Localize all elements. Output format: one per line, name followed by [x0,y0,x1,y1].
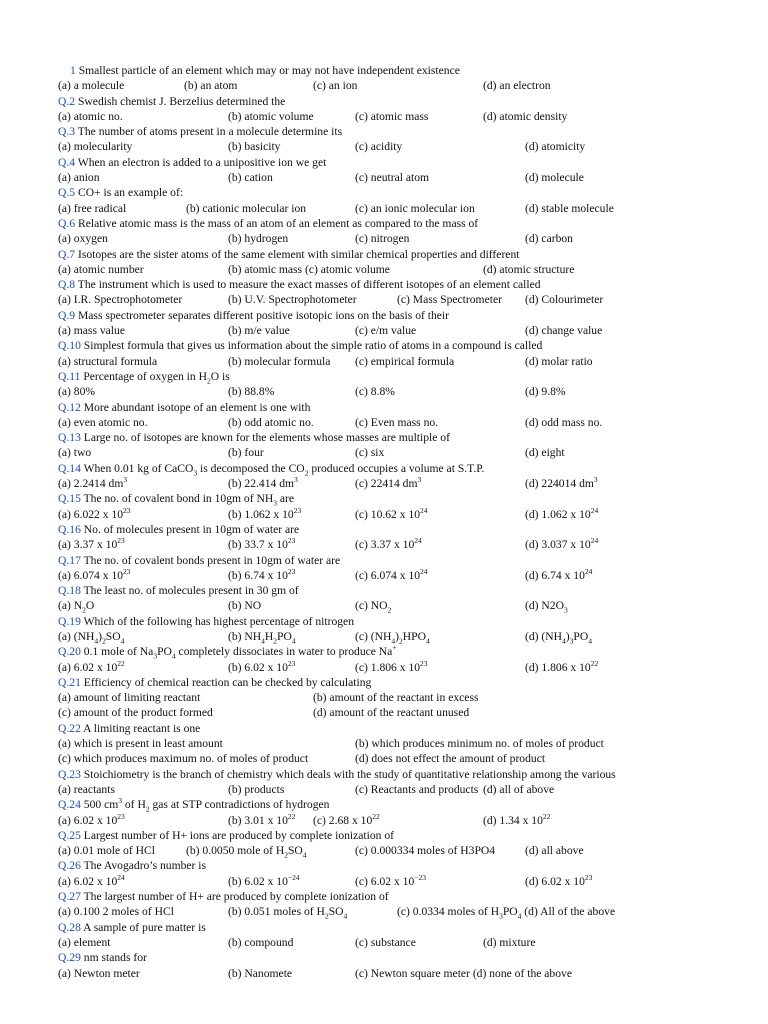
question-number: 1 [70,64,76,77]
answer-option: (a) 6.02 x $10^{22}$ [58,658,125,674]
question-block [58,94,758,125]
question-text: Largest number of H+ ions are produced by complete ionization of [80,828,395,842]
answer-option: (d) molar ratio [525,354,593,368]
question-line [58,124,758,139]
question-line [58,889,758,904]
answer-option: (a) molecularity [58,140,133,154]
question-line [58,369,758,384]
options-row [58,598,758,613]
question-block [58,277,758,308]
question-text: nm stands for [80,951,147,965]
answer-option: (b) hydrogen [228,232,289,246]
options-row [58,705,758,720]
answer-option: (a) two [58,446,92,460]
answer-option: (c) an ion [313,79,358,93]
answer-option: (a) Newton meter [58,966,140,980]
options-row [58,415,758,430]
answer-option: (a) 6.022 x $10^{23}$ [58,505,131,521]
answer-option: (a) even atomic no. [58,415,148,429]
answer-option: (a) reactants [58,782,115,796]
answer-option: (d) carbon [525,232,573,246]
question-line [58,247,758,262]
question-text: CO+ is an example of: [75,186,184,200]
answer-option: (d) all of above [483,782,555,796]
answer-option: (a) 80% [58,385,96,399]
answer-option: (c) 0.0334 moles of $H_3PO_4$ (d) All of the above [397,905,616,921]
question-line [58,553,758,568]
options-row [58,354,758,369]
question-text: A limiting reactant is one [80,721,201,735]
answer-option: (d) change value [525,324,603,338]
question-line [58,797,758,812]
question-text: The largest number of H+ are produced by complete ionization of [80,890,389,904]
options-row [58,843,758,858]
answer-option: (c) six [355,446,385,460]
answer-option: (a) anion [58,171,100,185]
answer-option: (c) 6.074 x $10^{24}$ [355,566,428,582]
question-number: Q.11 [58,369,81,383]
question-text: Stoichiometry is the branch of chemistry which deals with the study of quantitative relationship among the various [80,767,616,781]
answer-option: (b) products [228,782,285,796]
answer-option: (d) does not effect the amount of product [355,752,546,766]
question-text: Relative atomic mass is the mass of an atom of an element as compared to the mass of [75,216,479,230]
question-line [58,491,758,506]
question-text: Swedish chemist J. Berzelius determined the [75,94,286,108]
question-block [58,369,758,400]
question-number: Q.13 [58,431,81,445]
answer-option: (d) 6.02 x $10^{23}$ [525,872,593,888]
question-line [58,950,758,965]
answer-option: (a) oxygen [58,232,108,246]
options-row [58,904,758,919]
answer-option: (a) 3.37 x $10^{23}$ [58,536,125,552]
question-number: Q.27 [58,890,81,904]
options-row [58,323,758,338]
answer-option: (d) 9.8% [525,385,566,399]
question-text: When 0.01 kg of CaCO$_3$ is decomposed the $CO_2$ produced occupies a volume at S.T.P. [80,461,485,478]
question-number: Q.21 [58,675,81,689]
answer-option: (a) mass value [58,324,125,338]
question-text: Large no. of isotopes are known for the elements whose masses are multiple of [80,431,450,445]
answer-option: (b) atomic volume [228,109,314,123]
answer-option: (c) 22414 $dm^3$ [355,475,422,491]
question-number: Q.3 [58,125,76,139]
answer-option: (d) an electron [483,79,551,93]
answer-option: (a) 0.01 mole of HCl [58,844,155,858]
answer-option: (a) 6.074 x $10^{23}$ [58,566,131,582]
answer-option: (d) amount of the reactant unused [313,706,470,720]
question-number: Q.4 [58,155,76,169]
question-number: Q.6 [58,216,76,230]
answer-option: (b) $NH_4H_2PO_4$ [228,629,296,646]
answer-option: (c) 10.62 x $10^{24}$ [355,505,428,521]
options-row [58,507,758,522]
question-line [58,155,758,170]
question-text: The least no. of molecules present in 30 gm of [80,584,299,598]
question-number: Q.20 [58,645,81,659]
options-row [58,813,758,828]
answer-option: (b) amount of the reactant in excess [313,691,479,705]
answer-option: (c) which produces maximum no. of moles of product [58,752,309,766]
question-line [58,828,758,843]
question-line [58,430,758,445]
answer-option: (d) atomicity [525,140,586,154]
answer-option: (d) 1.34 x $10^{22}$ [483,811,551,827]
question-number: Q.14 [58,461,81,475]
options-row [58,629,758,644]
answer-option: (d) eight [525,446,565,460]
question-number: Q.25 [58,828,81,842]
question-text: A sample of pure matter is [80,920,206,934]
question-line [58,277,758,292]
options-row [58,782,758,797]
question-number: Q.2 [58,94,76,108]
answer-option: (c) amount of the product formed [58,706,213,720]
question-block [58,522,758,553]
question-block [58,247,758,278]
answer-option: (d) 1.062 x $10^{24}$ [525,505,599,521]
answer-option: (c) e/m value [355,324,417,338]
options-row [58,690,758,705]
answer-option: (b) 0.0050 mole of $H_2SO_4$ [186,844,307,860]
question-number: Q.23 [58,767,81,781]
question-block [58,614,758,645]
answer-option: (b) 0.051 moles of $H_2SO_4$ [228,905,348,921]
question-text: Efficiency of chemical reaction can be checked by calculating [80,675,372,689]
question-number: Q.8 [58,278,76,292]
answer-option: (d) $(NH_4)_3PO_4$ [525,629,592,646]
question-line [58,858,758,873]
question-text: The number of atoms present in a molecule determine its [75,125,343,139]
question-block [58,400,758,431]
question-line [58,461,758,476]
question-line [58,920,758,935]
question-list [58,63,758,981]
question-line [58,614,758,629]
question-line [58,63,758,78]
answer-option: (c) Mass Spectrometer [397,293,502,307]
question-line [58,185,758,200]
answer-option: (b) atomic mass (c) atomic volume [228,262,390,276]
answer-option: (b) an atom [184,79,238,93]
options-row [58,170,758,185]
answer-option: (a) atomic number [58,262,144,276]
answer-option: (a) $N_2O$ [58,599,95,615]
answer-option: (c) nitrogen [355,232,410,246]
question-text: The no. of covalent bonds present in 10gm of water are [80,553,341,567]
answer-option: (b) U.V. Spectrophotometer [228,293,357,307]
answer-option: (b) 6.74 x $10^{23}$ [228,566,296,582]
answer-option: (d) 224014 $dm^3$ [525,475,598,491]
answer-option: (c) acidity [355,140,403,154]
answer-option: (c) atomic mass [355,109,429,123]
question-block [58,155,758,186]
question-text: Percentage of oxygen in $H_2O$ is [80,369,230,386]
answer-option: (d) all above [525,844,584,858]
question-number: Q.15 [58,492,81,506]
answer-option: (c) 2.68 x $10^{22}$ [313,811,380,827]
answer-option: (c) 3.37 x $10^{24}$ [355,536,422,552]
question-number: Q.7 [58,247,76,261]
question-block [58,124,758,155]
question-number: Q.16 [58,522,81,536]
question-block [58,491,758,522]
question-number: Q.28 [58,920,81,934]
question-line [58,216,758,231]
question-block [58,553,758,584]
question-block [58,461,758,492]
answer-option: (b) molecular formula [228,354,331,368]
question-text: More abundant isotope of an element is one with [80,400,311,414]
question-text: Smallest particle of an element which may or may not have independent existence [75,64,460,77]
answer-option: (b) compound [228,935,294,949]
options-row [58,476,758,491]
answer-option: (c) Newton square meter (d) none of the above [355,966,572,980]
question-block [58,767,758,798]
options-row [58,874,758,889]
answer-option: (c) Even mass no. [355,415,439,429]
question-text: When an electron is added to a unipositive ion we get [75,155,327,169]
options-row [58,935,758,950]
answer-option: (a) atomic no. [58,109,123,123]
options-row [58,231,758,246]
question-text: Which of the following has highest percentage of nitrogen [80,614,355,628]
answer-option: (b) cationic molecular ion [186,201,307,215]
question-line [58,94,758,109]
answer-option: (a) I.R. Spectrophotometer [58,293,183,307]
answer-option: (d) atomic structure [483,262,575,276]
question-number: Q.22 [58,721,81,735]
answer-option: (c) substance [355,935,416,949]
options-row [58,537,758,552]
question-text: Mass spectrometer separates different positive isotopic ions on the basis of their [75,308,449,322]
answer-option: (b) 88.8% [228,385,275,399]
question-line [58,767,758,782]
answer-option: (b) 33.7 x $10^{23}$ [228,536,296,552]
question-block [58,950,758,981]
question-number: Q.29 [58,951,81,965]
answer-option: (b) which produces minimum no. of moles of product [355,737,604,751]
answer-option: (a) element [58,935,111,949]
question-line [58,644,758,659]
answer-option: (a) free radical [58,201,127,215]
options-row [58,384,758,399]
question-number: Q.17 [58,553,81,567]
options-row [58,109,758,124]
answer-option: (d) 3.037 x $10^{24}$ [525,536,599,552]
question-block [58,308,758,339]
answer-option: (c) 1.806 x $10^{23}$ [355,658,428,674]
question-line [58,721,758,736]
question-block [58,797,758,828]
question-line [58,400,758,415]
answer-option: (b) 1.062 x $10^{23}$ [228,505,302,521]
question-block [58,216,758,247]
question-line [58,583,758,598]
options-row [58,78,758,93]
answer-option: (a) $(NH_4)_2SO_4$ [58,629,125,646]
answer-option: (c) 8.8% [355,385,395,399]
answer-option: (d) atomic density [483,109,568,123]
answer-option: (b) four [228,446,264,460]
options-row [58,201,758,216]
question-number: Q.10 [58,339,81,353]
question-block [58,828,758,859]
options-row [58,568,758,583]
question-block [58,721,758,767]
answer-option: (c) an ionic molecular ion [355,201,475,215]
question-block [58,338,758,369]
answer-option: (d) molecule [525,171,584,185]
options-row [58,751,758,766]
answer-option: (a) 0.100 2 moles of HCl [58,905,174,919]
answer-option: (c) empirical formula [355,354,455,368]
answer-option: (b) Nanomete [228,966,293,980]
answer-option: (c) 0.000334 moles of H3PO4 [355,844,496,858]
answer-option: (a) amount of limiting reactant [58,691,201,705]
answer-option: (c) $(NH_4)_2HPO_4$ [355,629,430,646]
question-block [58,185,758,216]
question-line [58,675,758,690]
question-text: The no. of covalent bond in 10gm of $NH_3$ are [80,492,295,508]
answer-option: (b) 3.01 x $10^{22}$ [228,811,296,827]
question-block [58,430,758,461]
question-block [58,858,758,889]
answer-option: (d) 6.74 x $10^{24}$ [525,566,593,582]
answer-option: (b) 6.02 x $10^{-24}$ [228,872,300,888]
answer-option: (d) mixture [483,935,536,949]
question-line [58,522,758,537]
question-block [58,583,758,614]
question-number: Q.18 [58,584,81,598]
question-text: No. of molecules present in 10gm of water are [80,522,300,536]
answer-option: (b) odd atomic no. [228,415,314,429]
question-block [58,644,758,675]
answer-option: (b) 6.02 x $10^{23}$ [228,658,296,674]
answer-option: (a) structural formula [58,354,158,368]
question-text: 0.1 mole of $Na_3PO_4$ completely dissociates in water to produce Na+ [80,643,397,661]
answer-option: (b) NO [228,599,262,613]
question-block [58,889,758,920]
answer-option: (c) 6.02 x $10^{-23}$ [355,872,426,888]
question-number: Q.9 [58,308,76,322]
answer-option: (d) odd mass no. [525,415,603,429]
question-line [58,338,758,353]
answer-option: (a) 6.02 x $10^{23}$ [58,811,125,827]
answer-option: (a) 2.2414 $dm^3$ [58,475,128,491]
question-number: Q.19 [58,614,81,628]
answer-option: (d) 1.806 x $10^{22}$ [525,658,599,674]
options-row [58,966,758,981]
options-row [58,736,758,751]
question-block [58,920,758,951]
question-text: The instrument which is used to measure the exact masses of different isotopes of an element called [75,278,541,292]
question-block [58,675,758,721]
question-block [58,63,758,94]
answer-option: (d) Colourimeter [525,293,604,307]
answer-option: (c) neutral atom [355,171,430,185]
question-number: Q.26 [58,859,81,873]
options-row [58,292,758,307]
question-text: The Avogadro’s number is [80,859,207,873]
question-line [58,308,758,323]
answer-option: (b) basicity [228,140,281,154]
options-row [58,660,758,675]
answer-option: (b) cation [228,171,273,185]
answer-option: (d) stable molecule [525,201,614,215]
options-row [58,262,758,277]
question-text: 500 $cm^3$ of $H_2$ gas at STP contradictions of hydrogen [80,796,330,814]
answer-option: (a) which is present in least amount [58,737,223,751]
question-text: Simplest formula that gives us information about the simple ratio of atoms in a compound is called [80,339,543,353]
answer-option: (b) 22.414 $dm^3$ [228,475,298,491]
answer-option: (a) a molecule [58,79,125,93]
answer-option: (c) $NO_2$ [355,599,392,615]
question-text: Isotopes are the sister atoms of the same element with similar chemical properties and different [75,247,520,261]
options-row [58,445,758,460]
question-number: Q.12 [58,400,81,414]
question-number: Q.5 [58,186,76,200]
question-number: Q.24 [58,798,81,812]
options-row [58,139,758,154]
answer-option: (c) Reactants and products [355,782,479,796]
answer-option: (a) 6.02 x $10^{24}$ [58,872,125,888]
answer-option: (d) $N2O_3$ [525,599,568,615]
answer-option: (b) m/e value [228,324,290,338]
